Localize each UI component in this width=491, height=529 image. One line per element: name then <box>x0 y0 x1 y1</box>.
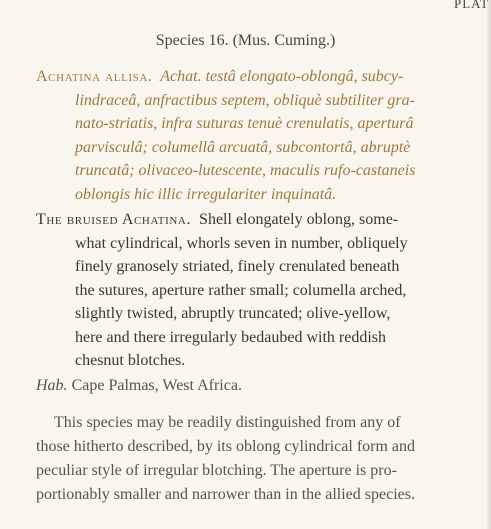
latin-line-6: oblongis hic illic irregulariter inquinatâ. <box>75 185 337 203</box>
latin-line-1: Achat. testâ elongato-oblongâ, subcy- <box>160 68 404 85</box>
english-line-7: chesnut blotches. <box>75 352 186 369</box>
english-line-3: finely granosely striated, finely crenulated beneath <box>75 258 400 275</box>
habitat <box>36 374 242 398</box>
english-line-1: Shell elongately oblong, some- <box>199 211 399 228</box>
remarks-line-4: portionably smaller and narrower than in the allied species. <box>36 486 415 503</box>
habitat-label: Hab. <box>36 377 68 394</box>
latin-line-2: lindraceâ, anfractibus septem, obliquè subtiliter gra- <box>75 91 415 109</box>
english-description <box>36 208 408 373</box>
remarks-line-3: peculiar style of irregular blotching. The aperture is pro- <box>36 462 397 479</box>
plate-marker: PLAT <box>454 0 490 11</box>
english-line-6: here and there irregularly bedaubed with reddish <box>75 328 386 346</box>
habitat-location: Cape Palmas, West Africa. <box>71 377 242 394</box>
english-line-5: slightly twisted, abruptly truncated; olive-yellow, <box>75 305 391 322</box>
english-line-2: what cylindrical, whorls seven in number, obliquely <box>75 234 408 252</box>
english-common-name: The bruised Achatina. <box>36 211 192 228</box>
remarks-line-1: This species may be readily distinguished from any of <box>54 414 401 431</box>
page-edge <box>487 0 491 529</box>
remarks-line-2: those hitherto described, by its oblong cylindrical form and <box>36 438 416 455</box>
latin-line-4: parvisculâ; columellâ arcuatâ, subcontortâ, abruptè <box>75 138 411 156</box>
latin-line-3: nato-striatis, infra suturas tenuè crenulatis, aperturâ <box>75 115 414 132</box>
remarks <box>36 411 415 507</box>
latin-description <box>36 65 415 206</box>
english-line-4: the sutures, aperture rather small; columella arched, <box>75 281 407 299</box>
latin-species-name: Achatina allisa. <box>36 68 153 85</box>
latin-line-5: truncatâ; olivaceo-lutescente, maculis rufo-castaneis <box>75 162 416 179</box>
species-heading: Species 16. (Mus. Cuming.) <box>155 32 336 49</box>
